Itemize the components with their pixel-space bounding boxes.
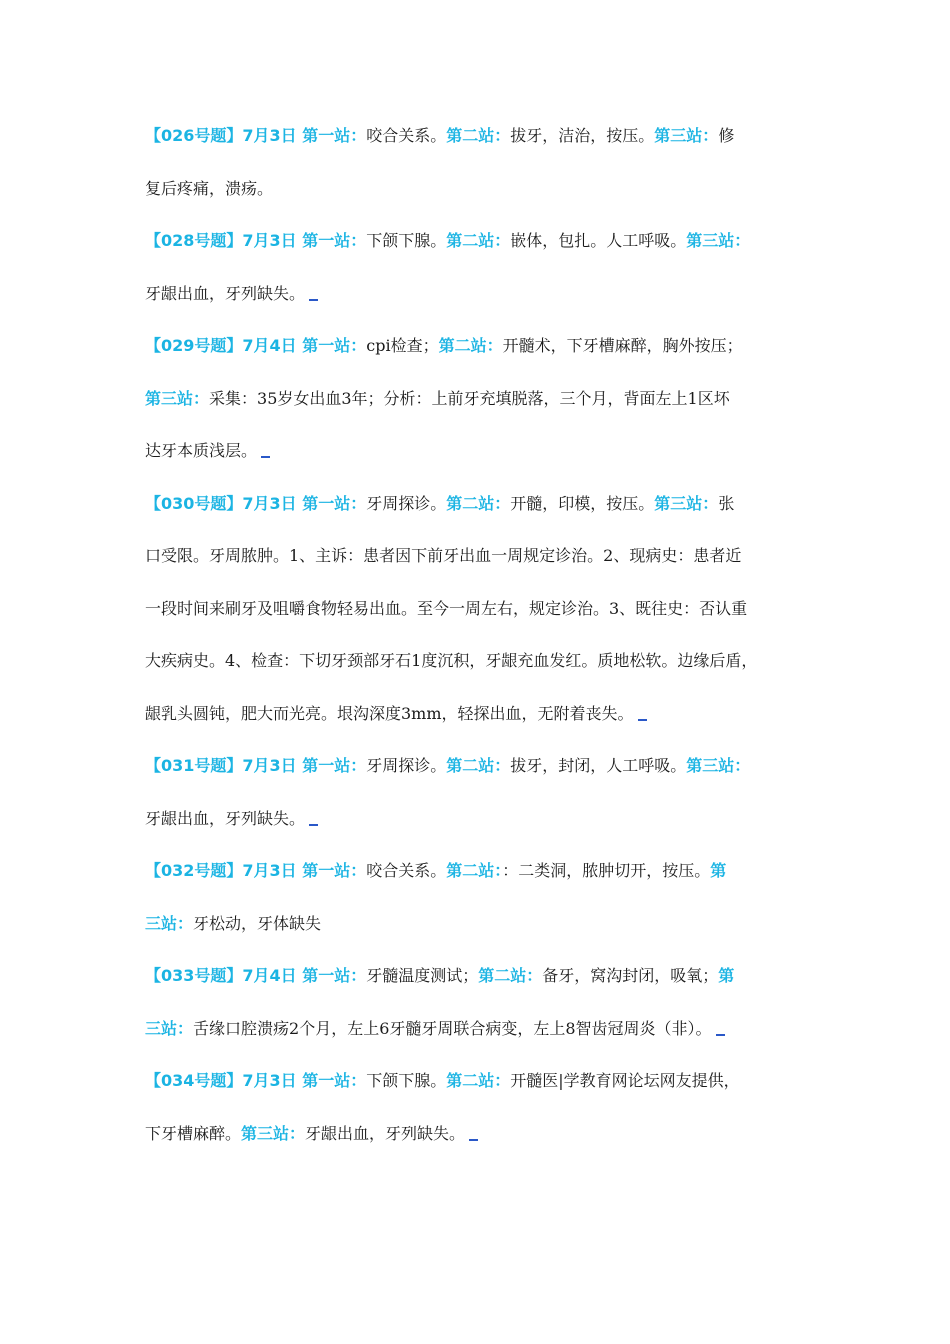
entry-text: 牙髓温度测试； xyxy=(366,966,479,985)
station-label: 第三站： xyxy=(145,388,210,408)
link-underline-mark[interactable] xyxy=(469,1139,478,1141)
station-label: 【026号题】7月3日 第一站： xyxy=(145,126,367,145)
exam-entry xyxy=(145,845,817,950)
entry-text: ：二类洞，脓肿切开，按压。 xyxy=(502,861,711,880)
link-underline-mark[interactable] xyxy=(309,824,318,826)
entry-line xyxy=(145,268,817,321)
link-underline-mark[interactable] xyxy=(261,456,270,458)
entry-text: 复后疼痛，溃疡。 xyxy=(145,178,274,198)
entry-line xyxy=(145,635,817,688)
entry-line xyxy=(145,688,817,741)
station-label: 【034号题】7月3日 第一站： xyxy=(145,1071,367,1090)
entry-text: 修 xyxy=(718,126,735,145)
entry-line xyxy=(145,583,817,636)
entry-text: 牙周探诊。 xyxy=(366,493,447,513)
entry-line xyxy=(145,425,817,478)
entry-text: 口受限。牙周脓肿。1、主诉：患者因下前牙出血一周规定诊治。2、现病史：患者近 xyxy=(145,546,742,565)
station-label: 第二站： xyxy=(438,336,503,355)
entry-line xyxy=(145,898,817,951)
entry-text: 咬合关系。 xyxy=(366,861,447,880)
exam-entry xyxy=(145,215,817,320)
entry-text: 牙松动，牙体缺失 xyxy=(193,913,322,933)
entry-text: 拔牙，洁治，按压。 xyxy=(510,126,655,145)
station-label: 第三站： xyxy=(654,493,719,513)
entry-line xyxy=(145,163,817,216)
entry-text: 舌缘口腔溃疡2个月，左上6牙髓牙周联合病变，左上8智齿冠周炎（非）。 xyxy=(193,1018,712,1038)
station-label: 第三站： xyxy=(686,231,751,250)
exam-entry xyxy=(145,110,817,215)
station-label: 第二站： xyxy=(446,1071,511,1090)
link-underline-mark[interactable] xyxy=(716,1034,725,1036)
entry-text: 龈乳头圆钝，肥大而光亮。垠沟深度3mm，轻探出血，无附着丧失。 xyxy=(145,703,634,723)
station-label: 【032号题】7月3日 第一站： xyxy=(145,861,367,880)
entry-text: 开髓医|学教育网论坛网友提供， xyxy=(510,1071,740,1090)
station-label: 第二站： xyxy=(446,493,511,513)
entry-line xyxy=(145,740,817,793)
entry-text: 嵌体，包扎。人工呼吸。 xyxy=(510,231,687,250)
entry-line xyxy=(145,320,817,373)
entry-text: 下牙槽麻醉。 xyxy=(145,1123,242,1143)
entry-text: 备牙，窝沟封闭，吸氧； xyxy=(542,966,719,985)
entry-text: 开髓，印模，按压。 xyxy=(510,493,655,513)
station-label: 【030号题】7月3日 第一站： xyxy=(145,493,367,513)
station-label: 第二站： xyxy=(446,231,511,250)
station-label: 【031号题】7月3日 第一站： xyxy=(145,756,367,775)
entry-line xyxy=(145,373,817,426)
exam-entry xyxy=(145,1055,817,1160)
station-label: 三站： xyxy=(145,913,194,933)
entry-line xyxy=(145,950,817,1003)
entry-text: 下颌下腺。 xyxy=(366,1071,447,1090)
station-label: 第 xyxy=(710,861,727,880)
entry-line xyxy=(145,530,817,583)
station-label: 三站： xyxy=(145,1018,194,1038)
station-label: 【033号题】7月4日 第一站： xyxy=(145,966,367,985)
station-label: 第 xyxy=(718,966,735,985)
entry-line xyxy=(145,110,817,163)
entry-text: 开髓术，下牙槽麻醉，胸外按压； xyxy=(502,336,743,355)
entry-text: 牙周探诊。 xyxy=(366,756,447,775)
entry-line xyxy=(145,478,817,531)
exam-entry xyxy=(145,740,817,845)
entry-line xyxy=(145,845,817,898)
entry-line xyxy=(145,1055,817,1108)
entry-text: 大疾病史。4、检查：下切牙颈部牙石1度沉积，牙龈充血发红。质地松软。边缘后盾， xyxy=(145,651,758,670)
station-label: 第三站： xyxy=(241,1123,306,1143)
entry-text: 牙龈出血，牙列缺失。 xyxy=(145,283,306,303)
exam-entry xyxy=(145,950,817,1055)
station-label: 第三站： xyxy=(686,756,751,775)
entry-text: 牙龈出血，牙列缺失。 xyxy=(145,808,306,828)
entry-line xyxy=(145,215,817,268)
entry-text: 下颌下腺。 xyxy=(366,231,447,250)
station-label: 第二站： xyxy=(478,966,543,985)
entry-text: 张 xyxy=(718,493,735,513)
entry-line xyxy=(145,793,817,846)
station-label: 第二站： xyxy=(446,861,503,880)
exam-entry xyxy=(145,320,817,478)
station-label: 第二站： xyxy=(446,756,511,775)
entry-text: 采集：35岁女出血3年；分析：上前牙充填脱落，三个月，背面左上1区坏 xyxy=(209,388,730,408)
entry-line xyxy=(145,1108,817,1161)
exam-entry xyxy=(145,478,817,741)
station-label: 第三站： xyxy=(654,126,719,145)
entry-text: 拔牙，封闭，人工呼吸。 xyxy=(510,756,687,775)
entry-text: 牙龈出血，牙列缺失。 xyxy=(305,1123,466,1143)
document-page xyxy=(145,110,817,1160)
entry-text: cpi检查； xyxy=(366,336,439,355)
entry-text: 一段时间来刷牙及咀嚼食物轻易出血。至今一周左右，规定诊治。3、既往史：否认重 xyxy=(145,598,748,618)
entry-text: 咬合关系。 xyxy=(366,126,447,145)
link-underline-mark[interactable] xyxy=(309,299,318,301)
entry-line xyxy=(145,1003,817,1056)
link-underline-mark[interactable] xyxy=(638,719,647,721)
station-label: 【029号题】7月4日 第一站： xyxy=(145,336,367,355)
station-label: 【028号题】7月3日 第一站： xyxy=(145,231,367,250)
station-label: 第二站： xyxy=(446,126,511,145)
entry-text: 达牙本质浅层。 xyxy=(145,441,258,460)
